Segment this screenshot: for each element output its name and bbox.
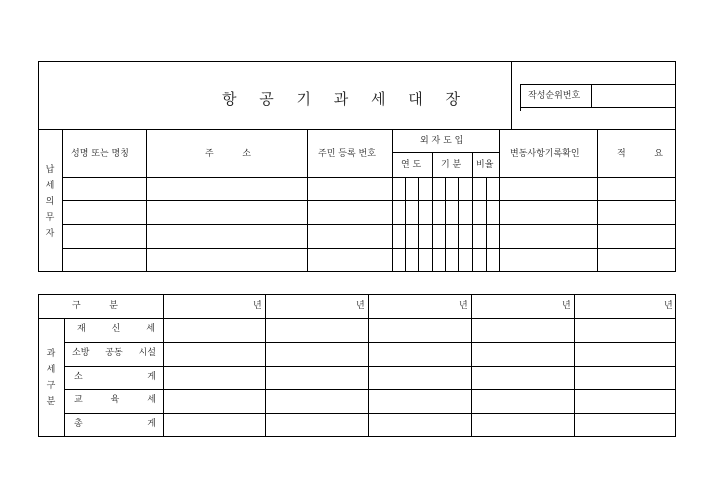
header-address: 주 소 (205, 149, 251, 159)
header-category: 구 분 (72, 301, 118, 311)
header-year: 연 도 (401, 160, 422, 170)
serial-divider (511, 61, 512, 129)
year-label: 년 (459, 301, 468, 311)
row-label-total: 총 게 (74, 419, 156, 429)
row-label-subtotal: 소 게 (74, 372, 156, 382)
header-ratio: 비율 (476, 160, 494, 170)
header-row-line (38, 318, 676, 319)
header-change-record: 변동사항기록확인 (510, 149, 580, 159)
row-line (64, 413, 676, 414)
header-remarks: 적 요 (617, 149, 663, 159)
taxpayer-side-label: 납 세 의 무 자 (45, 165, 55, 239)
row-line (62, 200, 676, 201)
row-line (62, 248, 676, 249)
row-line (62, 177, 676, 178)
row-line (64, 342, 676, 343)
year-label: 년 (562, 301, 571, 311)
foreign-subcol (472, 152, 473, 272)
title-divider (38, 129, 676, 130)
header-name: 성명 또는 명칭 (71, 149, 129, 159)
year-label: 년 (664, 301, 673, 311)
serial-number-field[interactable] (592, 85, 675, 107)
row-label-education-tax: 교 육 세 (74, 395, 156, 405)
row-line (62, 224, 676, 225)
side-divider (64, 318, 65, 437)
year-label: 년 (356, 301, 365, 311)
serial-number-label: 작성순위번호 (528, 91, 581, 101)
row-line (64, 366, 676, 367)
serial-tick (520, 108, 521, 111)
row-line (64, 389, 676, 390)
header-resident-id: 주민 등록 번호 (318, 149, 376, 159)
row-label-fire-facility-tax: 소방 공동 시설 (72, 348, 156, 358)
form-title: 항 공 기 과 세 대 장 (222, 90, 470, 108)
row-label-property-tax: 재 신 세 (77, 324, 155, 334)
header-foreign-intro: 외 자 도 입 (420, 136, 464, 146)
year-label: 년 (253, 301, 262, 311)
foreign-intro-divider (392, 152, 499, 153)
foreign-subcol (432, 152, 433, 272)
tax-category-side-label: 과 세 구 분 (46, 349, 56, 407)
header-period: 기 분 (441, 160, 462, 170)
